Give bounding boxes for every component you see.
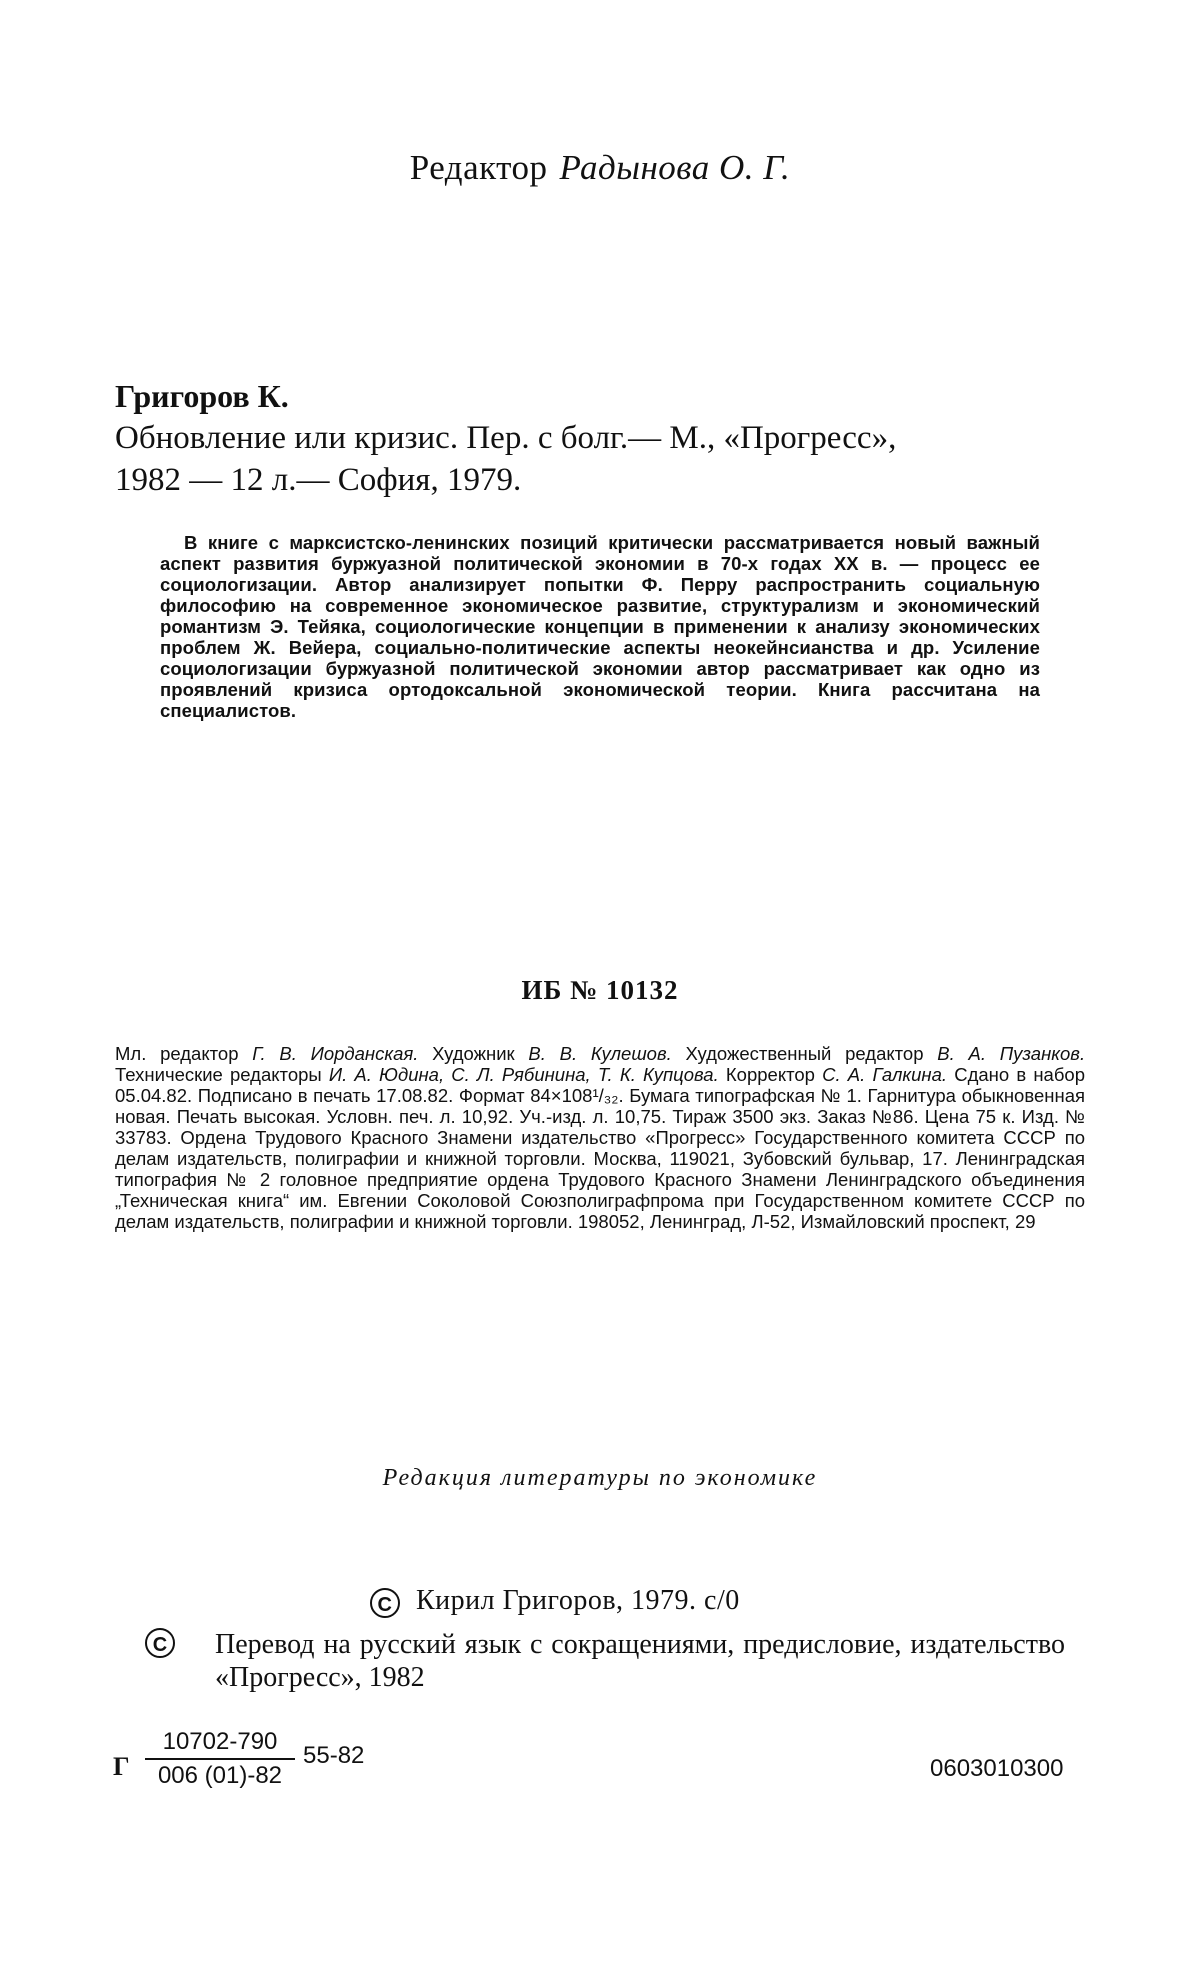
imprint-art-editor: В. А. Пузанков.: [937, 1043, 1086, 1064]
imprint-tech-editors: И. А. Юдина, С. Л. Рябинина, Т. К. Купцова.: [328, 1064, 719, 1085]
index-code-letter: Г: [113, 1752, 130, 1781]
copyright-author: [370, 1585, 740, 1618]
copyright-icon: C: [370, 1588, 400, 1618]
imprint-art-editor-label: Художественный редактор: [685, 1043, 924, 1064]
book-annotation: В книге с марксистско-ленинских позиций критически рассматривается новый важный аспект развития буржуазной политической экономии в 70-х годах XX в. — процесс ее социологизации. Автор анализирует попытки Ф. Перру распространить социальную философию на современное экономическое развитие, структурализм и экономический романтизм Э. Тейяка, социологические концепции в применении к анализу экономических проблем Ж. Вейера, социально-политические аспекты неокейнсианства и др. Усиление социологизации буржуазной политической экономии автор рассматривает как одно из проявлений кризиса ортодоксальной экономической теории. Книга рассчитана на специалистов.: [160, 532, 1040, 721]
index-code-suffix: 55-82: [303, 1742, 365, 1769]
index-code-denominator: 006 (01)-82: [157, 1762, 283, 1789]
book-publication-line: 1982 — 12 л.— София, 1979.: [115, 462, 522, 498]
book-author: Григоров К.: [115, 378, 289, 414]
index-code-fraction: [145, 1728, 295, 1790]
imprint-proofreader-label: Корректор: [725, 1064, 815, 1085]
imprint-details: Сдано в набор 05.04.82. Подписано в печать 17.08.82. Формат 84×108¹/₃₂. Бумага типографская № 1. Гарнитура обыкновенная новая. Печать высокая. Условн. печ. л. 10,92. Уч.-изд. л. 10,75. Тираж 3500 экз. Заказ №86. Цена 75 к. Изд. № 33783. Ордена Трудового Красного Знамени издательство «Прогресс» Государственного комитета СССР по делам издательств, полиграфии и книжной торговли. Москва, 119021, Зубовский бульвар, 17. Ленинградская типография № 2 головное предприятие ордена Трудового Красного Знамени Ленинградского объединения „Техническая книга“ им. Евгении Соколовой Союзполиграфпрома при Государственном комитете СССР по делам издательств, полиграфии и книжной торговли. 198052, Ленинград, Л-52, Измайловский проспект, 29: [115, 1064, 1086, 1232]
imprint-tech-editors-label: Технические редакторы: [115, 1064, 322, 1085]
index-code-numerator: 10702-790: [145, 1728, 295, 1760]
catalog-number: 0603010300: [930, 1755, 1064, 1782]
editorial-department: Редакция литературы по экономике: [382, 1465, 818, 1491]
bibliographic-record: [115, 375, 1095, 501]
imprint-junior-editor: Г. В. Иорданская.: [252, 1043, 419, 1064]
publication-imprint: [115, 1043, 1085, 1232]
ib-number: ИБ № 10132: [521, 975, 679, 1005]
imprint-artist-label: Художник: [432, 1043, 515, 1064]
imprint-junior-editor-label: Мл. редактор: [115, 1043, 239, 1064]
copyright-author-text: Кирил Григоров, 1979. c/0: [416, 1585, 740, 1616]
copyright-translation-text: Перевод на русский язык с сокращениями, предисловие, издательство «Прогресс», 1982: [215, 1629, 1065, 1693]
editor-name: Радынова О. Г.: [559, 148, 791, 187]
editor-line: [0, 148, 1200, 188]
copyright-icon: C: [145, 1628, 175, 1658]
imprint-proofreader: С. А. Галкина.: [822, 1064, 948, 1085]
book-title-line: Обновление или кризис. Пер. с болг.— М., «Прогресс»,: [115, 420, 897, 456]
imprint-artist: В. В. Кулешов.: [528, 1043, 672, 1064]
editor-label: Редактор: [409, 148, 548, 187]
copyright-translation: [145, 1628, 1065, 1694]
